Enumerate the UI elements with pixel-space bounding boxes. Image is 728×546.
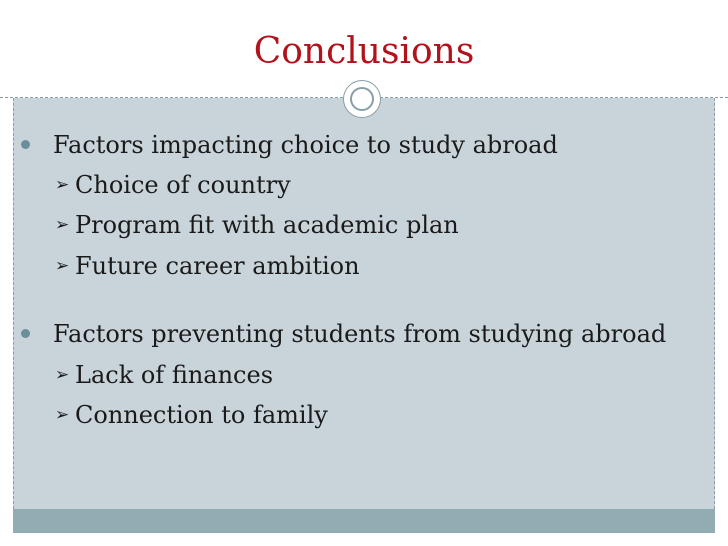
bullet-text: Program fit with academic plan <box>75 211 459 239</box>
bullet-level2 <box>55 400 328 430</box>
filled-circle-bullet-icon <box>21 329 30 338</box>
bullet-text: Lack of finances <box>75 361 274 389</box>
bullet-level2 <box>55 210 459 240</box>
bullet-text: Future career ambition <box>75 252 360 280</box>
arrowhead-bullet-icon: ➢ <box>55 215 70 235</box>
bullet-text: Connection to family <box>75 401 328 429</box>
bullet-text: Factors impacting choice to study abroad <box>53 131 558 159</box>
arrowhead-bullet-icon: ➢ <box>55 175 70 195</box>
bullet-text: Choice of country <box>75 171 291 199</box>
arrowhead-bullet-icon: ➢ <box>55 256 70 276</box>
bullet-level1 <box>53 130 558 160</box>
bullet-level1 <box>53 319 666 349</box>
bullet-level2 <box>55 170 291 200</box>
filled-circle-bullet-icon <box>21 140 30 149</box>
bullet-level2 <box>55 360 274 390</box>
slide-title: Conclusions <box>253 31 475 72</box>
bullet-text: Factors preventing students from studying abroad <box>53 320 667 348</box>
bullet-level2 <box>55 251 360 281</box>
arrowhead-bullet-icon: ➢ <box>55 405 70 425</box>
arrowhead-bullet-icon: ➢ <box>55 365 70 385</box>
